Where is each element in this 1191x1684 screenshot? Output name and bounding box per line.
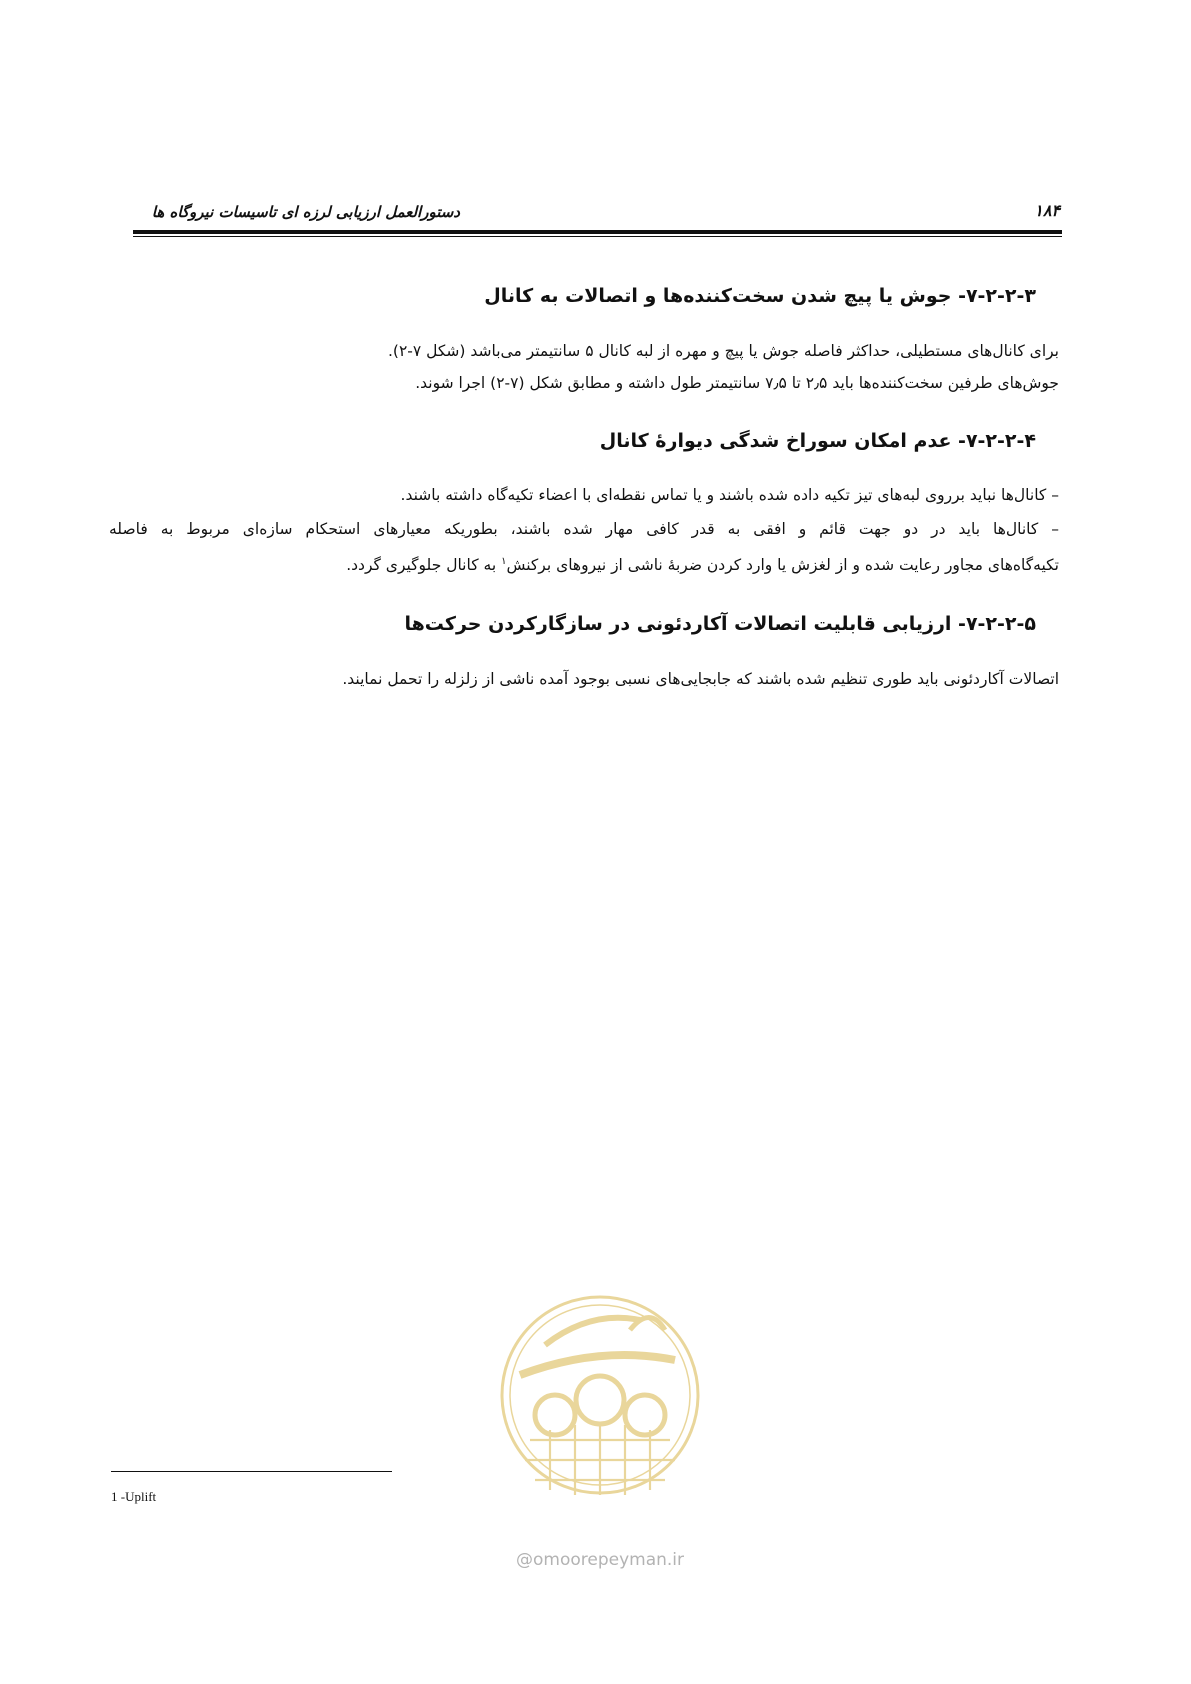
section-heading: ۷-۲-۲-۳- جوش یا پیچ شدن سخت‌کننده‌ها و اتصالات به کانال (484, 285, 1036, 307)
paragraph-line: اتصالات آکاردئونی باید طوری تنظیم شده باشند که جابجایی‌های نسبی بوجود آمده ناشی از زلزله را تحمل نمایند. (342, 670, 1059, 688)
footnote-marker[interactable]: ۱ (501, 556, 507, 567)
list-item: – کانال‌ها نباید برروی لبه‌های تیز تکیه داده شده باشند و یا تماس نقطه‌ای با اعضاء تکیه‌گاه داشته باشند. (400, 486, 1059, 504)
paragraph-line: برای کانال‌های مستطیلی، حداکثر فاصله جوش یا پیچ و مهره از لبه کانال ۵ سانتیمتر می‌باشد (شکل ۷-۲). (387, 342, 1059, 360)
section-heading: ۷-۲-۲-۵- ارزیابی قابلیت اتصالات آکاردئونی در سازگارکردن حرکت‌ها (404, 613, 1036, 635)
watermark-url: @omoorepeyman.ir (515, 1550, 685, 1570)
footnote-rule (111, 1471, 392, 1472)
paragraph-line: جوش‌های طرفین سخت‌کننده‌ها باید ۲٫۵ تا ۷٫۵ سانتیمتر طول داشته و مطابق شکل (۷-۲) اجرا شوند. (415, 374, 1059, 392)
continuation-text-end: به کانال جلوگیری گردد. (346, 556, 497, 575)
continuation-text: تکیه‌گاه‌های مجاور رعایت شده و از لغزش یا وارد کردن ضربهٔ ناشی از نیروهای برکنش (506, 556, 1059, 575)
watermark-logo (490, 1290, 710, 1500)
document-title: دستورالعمل ارزیابی لرزه ای تاسیسات نیروگاه ها (151, 203, 460, 221)
footnote-text: 1 -Uplift (111, 1489, 157, 1504)
header-rule-thick (133, 230, 1062, 234)
list-item-continuation (346, 556, 1059, 574)
page-number: ۱۸۴ (1034, 201, 1060, 220)
page-header (135, 195, 1060, 225)
list-item: – کانال‌ها باید در دو جهت قائم و افقی به قدر کافی مهار شده باشند، بطوریکه معیارهای استحکام سازه‌ای مربوط به فاصله (109, 520, 1059, 538)
header-rule-thin (133, 236, 1062, 237)
section-heading: ۷-۲-۲-۴- عدم امکان سوراخ شدگی دیوارهٔ کانال (599, 430, 1036, 452)
